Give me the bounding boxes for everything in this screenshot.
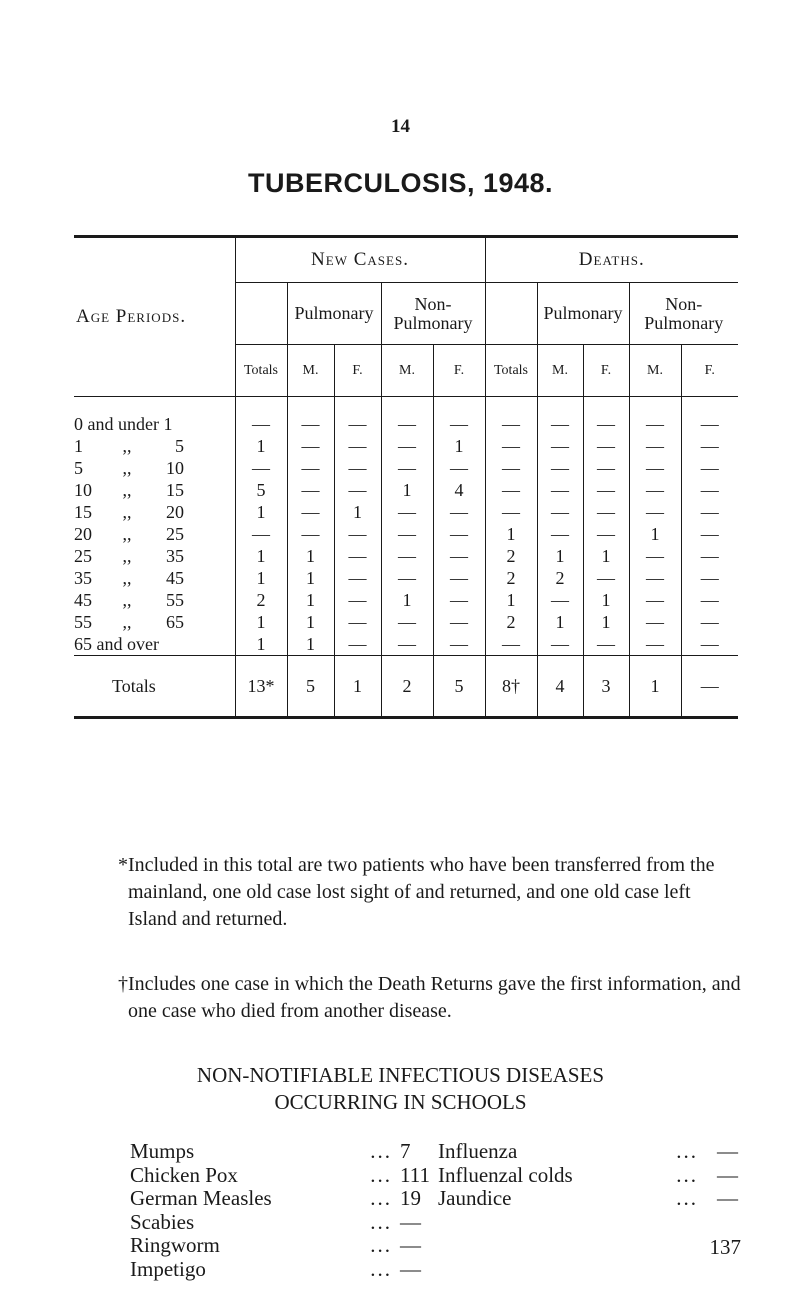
col-deaths-pulm-m: M.: [537, 345, 583, 397]
table-cell: 2: [485, 567, 537, 589]
age-period: [74, 611, 235, 633]
age-bound: 25: [74, 545, 92, 566]
age-bound: 10: [74, 479, 92, 500]
table-cell: —: [681, 633, 738, 656]
table-cell: 1: [287, 633, 334, 656]
leader-dots: ...: [370, 1186, 392, 1210]
table-cell: —: [485, 633, 537, 656]
age-bound: 55: [74, 611, 92, 632]
disease-item: [130, 1140, 430, 1164]
col-deaths-nonpulm-m: M.: [629, 345, 681, 397]
deaths-totals-spacer: [485, 283, 537, 345]
table-cell: —: [485, 397, 537, 436]
disease-count: —: [717, 1139, 738, 1163]
disease-count: —: [400, 1209, 421, 1234]
disease-name: Ringworm: [130, 1233, 220, 1257]
table-cell: —: [537, 435, 583, 457]
disease-count: —: [717, 1186, 738, 1210]
table-row: [74, 523, 738, 545]
leader-dots: ...: [370, 1256, 392, 1281]
total-cell: 5: [433, 656, 485, 718]
age-bound: 20: [166, 501, 184, 522]
table-cell: —: [433, 457, 485, 479]
col-deaths-nonpulm-f: F.: [681, 345, 738, 397]
age-bound: 45: [166, 567, 184, 588]
disease-item: [130, 1258, 430, 1282]
table-cell: —: [629, 611, 681, 633]
table-cell: —: [433, 397, 485, 436]
disease-name: Scabies: [130, 1209, 195, 1234]
non-label: Non-: [665, 293, 703, 314]
table-cell: —: [334, 523, 381, 545]
table-cell: —: [287, 457, 334, 479]
table-cell: —: [583, 457, 629, 479]
age-period: [74, 397, 235, 436]
table-cell: 1: [287, 611, 334, 633]
table-cell: —: [629, 501, 681, 523]
age-bound: 35: [166, 545, 184, 566]
table-cell: —: [433, 545, 485, 567]
col-deaths-pulm-f: F.: [583, 345, 629, 397]
disease-item: [130, 1234, 430, 1258]
deaths-pulmonary-header: Pulmonary: [537, 283, 629, 345]
new-cases-header: New Cases.: [235, 237, 485, 283]
disease-count: —: [717, 1162, 738, 1187]
table-row: [74, 545, 738, 567]
table-cell: 1: [235, 501, 287, 523]
table-cell: 1: [583, 545, 629, 567]
table-row: [74, 611, 738, 633]
section-title: NON-NOTIFIABLE INFECTIOUS DISEASES: [196, 1063, 605, 1087]
age-bound: 65: [166, 611, 184, 632]
totals-row: [74, 656, 738, 718]
ditto-mark: ,,: [122, 435, 132, 456]
disease-total: 137: [709, 1235, 741, 1259]
table-cell: —: [537, 633, 583, 656]
table-cell: 1: [485, 523, 537, 545]
table-cell: 1: [537, 545, 583, 567]
table-row: [74, 479, 738, 501]
leader-dots: ...: [370, 1233, 392, 1257]
table-cell: —: [381, 435, 433, 457]
age-bound: 55: [166, 589, 184, 610]
age-period: [74, 545, 235, 567]
table-cell: —: [287, 479, 334, 501]
table-row: [74, 457, 738, 479]
disease-item: [130, 1164, 430, 1188]
disease-name: Influenza: [438, 1139, 518, 1163]
table-cell: 1: [235, 633, 287, 656]
table-cell: 1: [583, 611, 629, 633]
table-cell: —: [629, 567, 681, 589]
table-cell: —: [433, 523, 485, 545]
section-subtitle: OCCURRING IN SCHOOLS: [274, 1090, 527, 1114]
disease-item: [130, 1211, 430, 1235]
table-cell: —: [433, 501, 485, 523]
table-cell: —: [537, 397, 583, 436]
tuberculosis-table: [74, 235, 738, 719]
ditto-mark: ,,: [122, 611, 132, 632]
table-cell: —: [583, 397, 629, 436]
table-cell: 1: [629, 523, 681, 545]
table-cell: —: [681, 479, 738, 501]
table-cell: —: [681, 545, 738, 567]
age-bound: 35: [74, 567, 92, 588]
disease-name: Chicken Pox: [130, 1162, 238, 1187]
table-cell: —: [334, 611, 381, 633]
table-cell: —: [334, 457, 381, 479]
table-body: [74, 397, 738, 656]
table-cell: —: [681, 501, 738, 523]
col-new-pulm-m: M.: [287, 345, 334, 397]
disease-list-left: [130, 1140, 430, 1281]
age-period-label: 0 and under 1: [74, 413, 173, 434]
age-bound: 15: [166, 479, 184, 500]
ditto-mark: ,,: [122, 479, 132, 500]
disease-count: —: [400, 1233, 421, 1257]
table-cell: 1: [485, 589, 537, 611]
ditto-mark: ,,: [122, 457, 132, 478]
table-cell: —: [485, 435, 537, 457]
table-cell: —: [433, 567, 485, 589]
table-cell: 4: [433, 479, 485, 501]
total-cell: —: [681, 656, 738, 718]
table-cell: 1: [381, 589, 433, 611]
disease-count: 111: [400, 1162, 430, 1187]
disease-count: —: [400, 1256, 421, 1281]
table-cell: 1: [287, 545, 334, 567]
table-cell: 2: [537, 567, 583, 589]
col-new-nonpulm-f: F.: [433, 345, 485, 397]
non-label: Non-: [414, 293, 452, 314]
table-cell: —: [583, 479, 629, 501]
table-cell: —: [485, 501, 537, 523]
table-cell: —: [681, 523, 738, 545]
table-cell: —: [681, 611, 738, 633]
pulmonary-label: Pulmonary: [393, 312, 473, 333]
age-bound: 45: [74, 589, 92, 610]
table-row: [74, 501, 738, 523]
table-cell: —: [334, 633, 381, 656]
table-cell: 1: [537, 611, 583, 633]
col-new-nonpulm-m: M.: [381, 345, 433, 397]
table-row: [74, 567, 738, 589]
table-cell: —: [485, 479, 537, 501]
totals-label: Totals: [74, 656, 235, 718]
age-period: [74, 567, 235, 589]
table-cell: —: [681, 435, 738, 457]
age-period: [74, 501, 235, 523]
new-non-pulmonary-header: [381, 283, 485, 345]
new-pulmonary-header: Pulmonary: [287, 283, 381, 345]
table-cell: —: [381, 457, 433, 479]
total-cell: 1: [334, 656, 381, 718]
table-cell: —: [287, 523, 334, 545]
disease-count: 19: [400, 1186, 421, 1210]
table-cell: 1: [235, 567, 287, 589]
age-bound: 20: [74, 523, 92, 544]
total-cell: 4: [537, 656, 583, 718]
disease-name: Mumps: [130, 1139, 195, 1163]
table-cell: —: [433, 611, 485, 633]
table-row: [74, 397, 738, 436]
leader-dots: ...: [370, 1162, 392, 1187]
table-row: [74, 435, 738, 457]
deaths-header: Deaths.: [485, 237, 738, 283]
leader-dots: ...: [370, 1139, 392, 1163]
leader-dots: ...: [676, 1162, 698, 1187]
ditto-mark: ,,: [122, 523, 132, 544]
disease-count: 7: [400, 1139, 411, 1163]
col-new-totals: Totals: [235, 345, 287, 397]
disease-name: Influenzal colds: [438, 1162, 573, 1187]
age-period-label: 65 and over: [74, 633, 159, 654]
table-cell: —: [334, 589, 381, 611]
table-cell: 1: [287, 567, 334, 589]
table-cell: —: [381, 545, 433, 567]
table-cell: —: [235, 523, 287, 545]
age-bound: 15: [74, 501, 92, 522]
table-cell: —: [381, 501, 433, 523]
table-cell: —: [537, 523, 583, 545]
table-cell: 1: [381, 479, 433, 501]
age-period: [74, 479, 235, 501]
age-bound: 5: [175, 435, 184, 456]
disease-name: Jaundice: [438, 1186, 512, 1210]
table-cell: —: [433, 589, 485, 611]
age-period: [74, 633, 235, 656]
table-cell: —: [381, 611, 433, 633]
table-cell: 5: [235, 479, 287, 501]
table-cell: —: [681, 567, 738, 589]
col-deaths-totals: Totals: [485, 345, 537, 397]
total-cell: 2: [381, 656, 433, 718]
table-cell: —: [381, 633, 433, 656]
table-cell: —: [629, 633, 681, 656]
disease-item: [438, 1187, 738, 1211]
footnote-included: *Included in this total are two patients who have been transferred from the mainland, one old case lost sight of and returned, and one old case left Island and returned.: [118, 854, 715, 930]
leader-dots: ...: [370, 1209, 392, 1234]
table-cell: —: [583, 633, 629, 656]
table-cell: 1: [334, 501, 381, 523]
table-cell: —: [629, 435, 681, 457]
table-cell: 1: [433, 435, 485, 457]
table-cell: —: [433, 633, 485, 656]
table-cell: 1: [235, 611, 287, 633]
table-cell: —: [235, 397, 287, 436]
col-new-pulm-f: F.: [334, 345, 381, 397]
age-bound: 25: [166, 523, 184, 544]
table-cell: —: [583, 567, 629, 589]
age-bound: 10: [166, 457, 184, 478]
total-cell: 5: [287, 656, 334, 718]
table-cell: —: [629, 589, 681, 611]
table-cell: 1: [287, 589, 334, 611]
table-cell: —: [629, 397, 681, 436]
table-cell: —: [537, 501, 583, 523]
total-cell: 13*: [235, 656, 287, 718]
ditto-mark: ,,: [122, 589, 132, 610]
disease-item: [438, 1164, 738, 1188]
table-cell: —: [287, 435, 334, 457]
age-period: [74, 589, 235, 611]
disease-name: German Measles: [130, 1186, 272, 1210]
age-period: [74, 523, 235, 545]
total-cell: 1: [629, 656, 681, 718]
table-cell: 2: [485, 545, 537, 567]
new-cases-totals-spacer: [235, 283, 287, 345]
page-number: 14: [391, 116, 410, 137]
table-cell: 2: [485, 611, 537, 633]
table-cell: —: [334, 567, 381, 589]
table-cell: —: [334, 545, 381, 567]
table-cell: —: [629, 479, 681, 501]
deaths-non-pulmonary-header: [629, 283, 738, 345]
table-cell: —: [287, 501, 334, 523]
table-cell: —: [583, 523, 629, 545]
table-cell: 1: [583, 589, 629, 611]
disease-item: [130, 1187, 430, 1211]
age-period: [74, 435, 235, 457]
table-cell: —: [287, 397, 334, 436]
table-cell: —: [381, 523, 433, 545]
disease-list-right: [438, 1140, 738, 1211]
table-row: [74, 633, 738, 656]
table-cell: —: [334, 479, 381, 501]
table-cell: —: [681, 397, 738, 436]
table-cell: —: [537, 457, 583, 479]
age-periods-header: Age Periods.: [76, 306, 187, 327]
age-period: [74, 457, 235, 479]
table-cell: 1: [235, 545, 287, 567]
age-bound: 1: [74, 435, 83, 456]
ditto-mark: ,,: [122, 501, 132, 522]
disease-name: Impetigo: [130, 1256, 206, 1281]
table-cell: —: [334, 435, 381, 457]
table-cell: —: [334, 397, 381, 436]
table-cell: —: [629, 545, 681, 567]
table-cell: —: [381, 567, 433, 589]
table-cell: —: [681, 589, 738, 611]
total-cell: 8†: [485, 656, 537, 718]
ditto-mark: ,,: [122, 545, 132, 566]
page-title: TUBERCULOSIS, 1948.: [247, 168, 554, 198]
footnote-includes: †Includes one case in which the Death Returns gave the first information, and one case who died from another disease.: [118, 973, 741, 1022]
leader-dots: ...: [676, 1139, 698, 1163]
table-cell: 2: [235, 589, 287, 611]
ditto-mark: ,,: [122, 567, 132, 588]
table-cell: —: [681, 457, 738, 479]
table-cell: —: [537, 479, 583, 501]
table-cell: —: [485, 457, 537, 479]
table-cell: —: [235, 457, 287, 479]
table-cell: —: [381, 397, 433, 436]
table-cell: —: [583, 501, 629, 523]
age-bound: 5: [74, 457, 83, 478]
total-cell: 3: [583, 656, 629, 718]
table-cell: —: [537, 589, 583, 611]
table-cell: —: [583, 435, 629, 457]
table-cell: 1: [235, 435, 287, 457]
disease-item: [438, 1140, 738, 1164]
leader-dots: ...: [676, 1186, 698, 1210]
table-cell: —: [629, 457, 681, 479]
table-row: [74, 589, 738, 611]
pulmonary-label: Pulmonary: [644, 312, 724, 333]
